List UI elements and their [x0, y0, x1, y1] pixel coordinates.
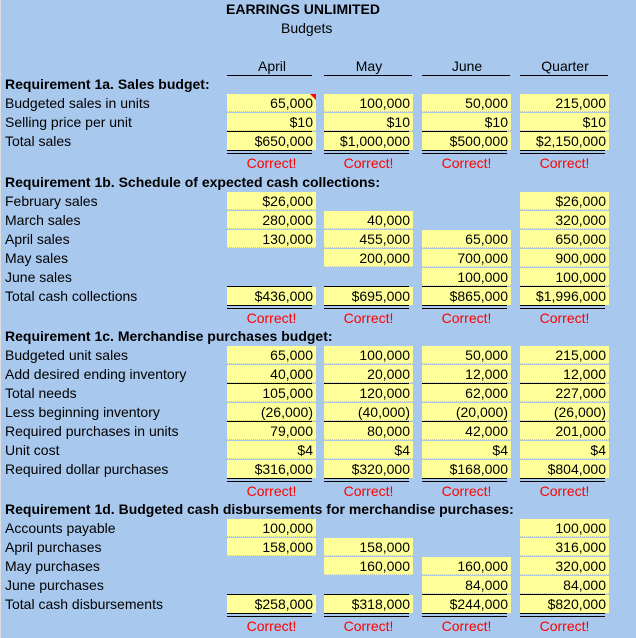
col-header-april: April [257, 58, 286, 74]
value-cell[interactable] [324, 576, 413, 594]
value-cell[interactable] [227, 268, 316, 286]
correct-check: Correct! [539, 618, 590, 634]
value-cell[interactable] [227, 557, 316, 575]
value-cell[interactable]: 40,000 [227, 365, 316, 383]
total-rule [520, 131, 605, 132]
value-cell[interactable]: $168,000 [422, 460, 511, 478]
correct-check: Correct! [343, 155, 394, 171]
double-underline [227, 613, 312, 614]
grid-left-edge [0, 0, 1, 638]
value-cell[interactable]: 20,000 [324, 365, 413, 383]
row-label: Add desired ending inventory [5, 366, 187, 382]
section-heading: Requirement 1b. Schedule of expected cash collections: [5, 174, 380, 190]
value-cell[interactable] [227, 576, 316, 594]
value-cell[interactable]: 100,000 [324, 346, 413, 364]
value-cell[interactable]: 84,000 [422, 576, 511, 594]
double-underline [227, 150, 312, 151]
value-cell[interactable]: 215,000 [520, 94, 609, 112]
correct-check: Correct! [441, 483, 492, 499]
value-cell[interactable] [422, 211, 511, 229]
double-underline [422, 150, 507, 151]
value-cell[interactable]: $4 [422, 441, 511, 459]
value-cell[interactable]: 160,000 [324, 557, 413, 575]
total-rule [422, 131, 507, 132]
value-cell[interactable]: $244,000 [422, 595, 511, 613]
row-label: Budgeted sales in units [5, 95, 150, 111]
correct-check: Correct! [441, 310, 492, 326]
double-underline [324, 478, 409, 479]
value-cell[interactable]: 100,000 [324, 94, 413, 112]
correct-check: Correct! [441, 155, 492, 171]
value-cell[interactable]: 100,000 [520, 268, 609, 286]
total-rule [422, 594, 507, 595]
value-cell[interactable]: $1,000,000 [324, 132, 413, 150]
total-rule [324, 286, 409, 287]
value-cell[interactable]: 12,000 [520, 365, 609, 383]
value-cell[interactable]: 900,000 [520, 249, 609, 267]
value-cell[interactable]: 120,000 [324, 384, 413, 402]
value-cell[interactable] [422, 538, 511, 556]
value-cell[interactable]: $10 [520, 113, 609, 131]
double-underline [324, 150, 409, 151]
value-cell[interactable] [324, 192, 413, 210]
double-underline [520, 613, 605, 614]
value-cell[interactable]: $1,996,000 [520, 287, 609, 305]
row-label: Total cash collections [5, 288, 138, 304]
double-underline [520, 150, 605, 151]
value-cell[interactable]: 100,000 [422, 268, 511, 286]
value-cell[interactable]: 79,000 [227, 422, 316, 440]
row-label: February sales [5, 193, 98, 209]
value-cell[interactable]: $500,000 [422, 132, 511, 150]
value-cell[interactable]: 201,000 [520, 422, 609, 440]
row-label: May sales [5, 250, 69, 266]
row-label: Less beginning inventory [5, 404, 160, 420]
comment-indicator-icon[interactable] [310, 94, 316, 100]
page-subtitle: Budgets [281, 20, 333, 36]
total-rule [520, 594, 605, 595]
value-cell[interactable]: (40,000) [324, 403, 413, 421]
value-cell[interactable]: $4 [520, 441, 609, 459]
value-cell[interactable]: 80,000 [324, 422, 413, 440]
value-cell[interactable]: (26,000) [520, 403, 609, 421]
page-title: EARRINGS UNLIMITED [226, 1, 380, 17]
double-underline [227, 305, 312, 306]
value-cell[interactable]: 200,000 [324, 249, 413, 267]
correct-check: Correct! [343, 618, 394, 634]
correct-check: Correct! [343, 310, 394, 326]
value-cell[interactable]: $804,000 [520, 460, 609, 478]
row-label: Required purchases in units [5, 423, 179, 439]
value-cell[interactable]: 42,000 [422, 422, 511, 440]
value-cell[interactable]: 700,000 [422, 249, 511, 267]
row-label: June sales [5, 269, 72, 285]
value-cell[interactable] [324, 519, 413, 537]
correct-check: Correct! [246, 155, 297, 171]
correct-check: Correct! [539, 310, 590, 326]
col-header-may: May [355, 58, 383, 74]
value-cell[interactable]: 316,000 [520, 538, 609, 556]
value-cell[interactable]: $10 [227, 113, 316, 131]
row-label: Budgeted unit sales [5, 347, 128, 363]
correct-check: Correct! [441, 618, 492, 634]
value-cell[interactable]: $820,000 [520, 595, 609, 613]
value-cell[interactable]: $436,000 [227, 287, 316, 305]
correct-check: Correct! [539, 483, 590, 499]
row-label: April sales [5, 231, 70, 247]
row-label: Total sales [5, 133, 72, 149]
value-cell[interactable]: 12,000 [422, 365, 511, 383]
value-cell[interactable]: $2,150,000 [520, 132, 609, 150]
row-label: Total needs [5, 385, 77, 401]
row-label: Accounts payable [5, 520, 116, 536]
value-cell[interactable]: 650,000 [520, 230, 609, 248]
section-heading: Requirement 1c. Merchandise purchases budget: [5, 328, 333, 344]
row-label: Required dollar purchases [5, 461, 169, 477]
double-underline [324, 613, 409, 614]
row-label: March sales [5, 212, 81, 228]
value-cell[interactable]: (20,000) [422, 403, 511, 421]
value-cell[interactable]: 227,000 [520, 384, 609, 402]
value-cell[interactable]: 65,000 [227, 94, 316, 112]
value-cell[interactable] [324, 268, 413, 286]
section-heading: Requirement 1a. Sales budget: [5, 76, 210, 92]
double-underline [520, 305, 605, 306]
value-cell[interactable]: $10 [324, 113, 413, 131]
value-cell[interactable]: $4 [227, 441, 316, 459]
value-cell[interactable]: 320,000 [520, 211, 609, 229]
value-cell[interactable]: 100,000 [520, 519, 609, 537]
value-cell[interactable]: $320,000 [324, 460, 413, 478]
value-cell[interactable]: 158,000 [227, 538, 316, 556]
correct-check: Correct! [246, 618, 297, 634]
value-cell[interactable]: 215,000 [520, 346, 609, 364]
total-rule [520, 286, 605, 287]
row-label: Total cash disbursements [5, 596, 163, 612]
value-cell[interactable]: 105,000 [227, 384, 316, 402]
double-underline [422, 305, 507, 306]
value-cell[interactable]: 50,000 [422, 94, 511, 112]
double-underline [324, 305, 409, 306]
correct-check: Correct! [246, 483, 297, 499]
total-rule [324, 131, 409, 132]
correct-check: Correct! [539, 155, 590, 171]
value-cell[interactable]: 40,000 [324, 211, 413, 229]
value-cell[interactable]: $10 [422, 113, 511, 131]
value-cell[interactable]: $316,000 [227, 460, 316, 478]
row-label: April purchases [5, 539, 102, 555]
value-cell[interactable]: 455,000 [324, 230, 413, 248]
total-rule [422, 286, 507, 287]
value-cell[interactable]: $865,000 [422, 287, 511, 305]
row-label: Selling price per unit [5, 114, 132, 130]
value-cell[interactable]: $258,000 [227, 595, 316, 613]
value-cell[interactable] [422, 519, 511, 537]
value-cell[interactable]: 65,000 [422, 230, 511, 248]
double-underline [422, 478, 507, 479]
total-rule [227, 286, 312, 287]
value-cell[interactable]: 100,000 [227, 519, 316, 537]
value-cell[interactable]: $26,000 [520, 192, 609, 210]
value-cell[interactable]: 280,000 [227, 211, 316, 229]
value-cell[interactable]: $26,000 [227, 192, 316, 210]
value-cell[interactable]: $318,000 [324, 595, 413, 613]
row-label: May purchases [5, 558, 100, 574]
double-underline [422, 613, 507, 614]
col-header-quarter: Quarter [541, 58, 589, 74]
value-cell[interactable]: 320,000 [520, 557, 609, 575]
value-cell[interactable] [227, 249, 316, 267]
col-underline [324, 75, 412, 76]
double-underline [520, 478, 605, 479]
value-cell[interactable]: $4 [324, 441, 413, 459]
col-header-june: June [451, 58, 483, 74]
value-cell[interactable]: 84,000 [520, 576, 609, 594]
total-rule [227, 594, 312, 595]
section-heading: Requirement 1d. Budgeted cash disbursements for merchandise purchases: [5, 501, 514, 517]
value-cell[interactable]: 158,000 [324, 538, 413, 556]
value-cell[interactable]: 130,000 [227, 230, 316, 248]
row-label: Unit cost [5, 442, 60, 458]
correct-check: Correct! [343, 483, 394, 499]
value-cell[interactable]: 65,000 [227, 346, 316, 364]
value-cell[interactable] [422, 192, 511, 210]
double-underline [227, 478, 312, 479]
row-label: June purchases [5, 577, 104, 593]
col-underline [227, 75, 312, 76]
value-cell[interactable]: (26,000) [227, 403, 316, 421]
value-cell[interactable]: 160,000 [422, 557, 511, 575]
value-cell[interactable]: 62,000 [422, 384, 511, 402]
total-rule [324, 594, 409, 595]
value-cell[interactable]: 50,000 [422, 346, 511, 364]
correct-check: Correct! [246, 310, 297, 326]
col-underline [422, 75, 510, 76]
col-underline [520, 75, 608, 76]
value-cell[interactable]: $695,000 [324, 287, 413, 305]
total-rule [227, 131, 312, 132]
value-cell[interactable]: $650,000 [227, 132, 316, 150]
